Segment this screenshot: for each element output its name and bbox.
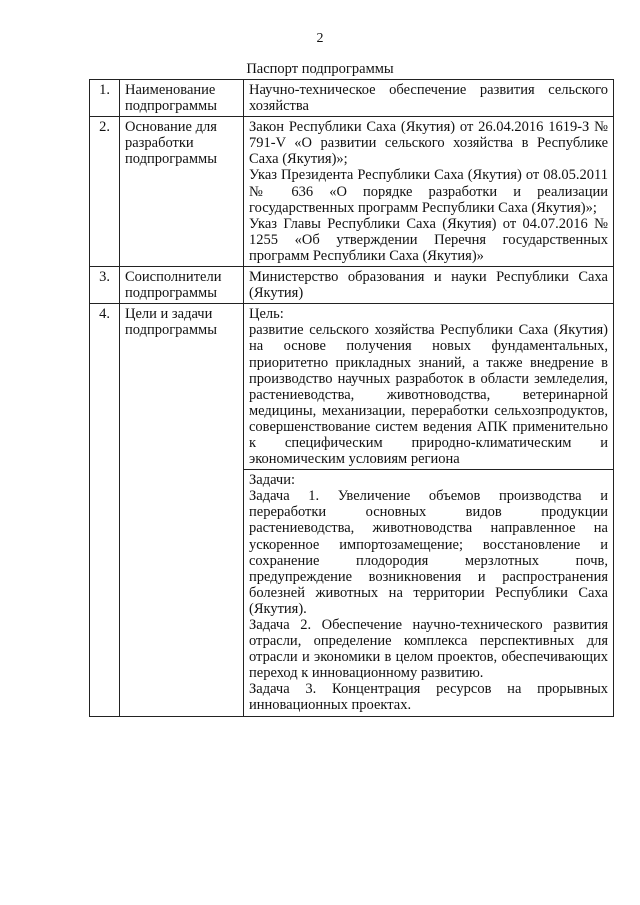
goal-heading: Цель:: [249, 306, 284, 323]
row-number: 4.: [90, 304, 120, 716]
tasks-cell: [244, 470, 614, 716]
goal-cell: [244, 304, 614, 470]
row-name: Наименование подпрограммы: [120, 80, 244, 117]
value-paragraph: Закон Республики Саха (Якутия) от 26.04.2016 1619-З № 791-V «О развитии сельского хозяйства в Республике Саха (Якутия)»;: [249, 119, 608, 168]
row-number: 3.: [90, 267, 120, 304]
table-row: [90, 80, 614, 117]
row-name: Цели и задачи подпрограммы: [120, 304, 244, 716]
goal-text: развитие сельского хозяйства Республики Саха (Якутия) на основе получения новых фундаментальных, приоритетно прикладных знаний, а также внедрение в производство научных разработок в области земледелия, растениеводства, животноводства, ветеринарной медицины, механизации, переработки сельхозпродуктов, совершенствование систем ведения АПК применительно к специфическим природно-климатическим и экономическим условиям региона: [249, 322, 608, 468]
task-item: Задача 3. Концентрация ресурсов на прорывных инновационных проектах.: [249, 681, 608, 714]
table-row: [90, 304, 614, 470]
tasks-heading: Задачи:: [249, 472, 296, 489]
value-paragraph: Министерство образования и науки Республики Саха (Якутия): [249, 269, 608, 302]
passport-table: [89, 79, 614, 717]
task-item: Задача 1. Увеличение объемов производства и переработки основных видов продукции растениеводства, животноводства направленное на ускоренное импортозамещение; восстановление и сохранение плодородия мерзлотных почв, предупреждение возникновения и распространения болезней животных на территории Республики Саха (Якутия).: [249, 488, 608, 617]
page-number: 2: [316, 31, 324, 46]
row-name: Основание для разработки подпрограммы: [120, 117, 244, 267]
row-value: [244, 117, 614, 267]
row-value: [244, 80, 614, 117]
table-row: [90, 267, 614, 304]
row-number: 2.: [90, 117, 120, 267]
task-item: Задача 2. Обеспечение научно-технического развития отрасли, определение комплекса перспективных для отрасли и экономики в целом проектов, обеспечивающих переход к инновационному развитию.: [249, 617, 608, 682]
value-paragraph: Научно-техническое обеспечение развития сельского хозяйства: [249, 82, 608, 115]
value-paragraph: Указ Главы Республики Саха (Якутия) от 04.07.2016 № 1255 «Об утверждении Перечня государственных программ Республики Саха (Якутия)»: [249, 215, 608, 264]
row-number: 1.: [90, 80, 120, 117]
page-title: Паспорт подпрограммы: [246, 61, 394, 77]
table-row: [90, 117, 614, 267]
row-name: Соисполнители подпрограммы: [120, 267, 244, 304]
value-paragraph: Указ Президента Республики Саха (Якутия) от 08.05.2011 № 636 «О порядке разработки и реализации государственных программ Республики Саха (Якутия)»;: [249, 167, 608, 216]
row-value: [244, 267, 614, 304]
